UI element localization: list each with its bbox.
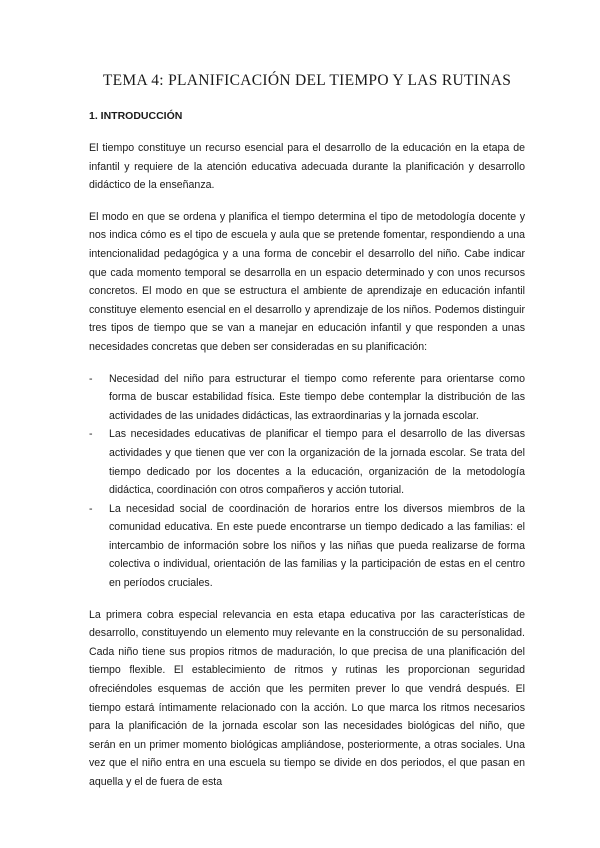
bullet-marker: - [89, 428, 93, 441]
bullet-marker: - [89, 372, 93, 385]
paragraph-intro-1: El tiempo constituye un recurso esencial para el desarrollo de la educación en la etapa de infantil y requiere de la atención educativa adecuada durante la planificación y desarrollo didáctico de la enseñanza. [89, 142, 525, 192]
paragraph-intro-2: El modo en que se ordena y planifica el tiempo determina el tipo de metodología docente y nos indica cómo es el tipo de escuela y aula que se pretende fomentar, respondiendo a una intencionalidad pedagógica y a una forma de concebir el desarrollo del niño. Cabe indicar que cada momento temporal se desarrolla en un espacio determinado y con unos recursos concretos. El modo en que se estructura el ambiente de aprendizaje en educación infantil constituye elemento esencial en el desarrollo y aprendizaje de los niños. Podemos distinguir tres tipos de tiempo que se van a manejar en educación infantil y que responden a unas necesidades concretas que deben ser consideradas en su planificación: [89, 210, 525, 353]
list-item [89, 425, 525, 499]
bullet-marker: - [89, 502, 93, 515]
paragraph-closing: La primera cobra especial relevancia en esta etapa educativa por las características de desarrollo, constituyendo un elemento muy relevante en la construcción de su personalidad. Cada niño tiene sus propios ritmos de maduración, lo que precisa de una planificación del tiempo flexible. El establecimiento de ritmos y rutinas les proporcionan seguridad ofreciéndoles esquemas de acción que les permiten prever lo que vendrá después. El tiempo estará íntimamente relacionado con la acción. Lo que marca los ritmos necesarios para la planificación de la jornada escolar son las necesidades biológicas del niño, que serán en un primer momento biológicas ampliándose, posteriormente, a otras sociales. Una vez que el niño entra en una escuela su tiempo se divide en dos periodos, el que pasan en aquella y el de fuera de esta [89, 608, 525, 788]
list-item [89, 370, 525, 426]
list-item-text: La necesidad social de coordinación de horarios entre los diversos miembros de la comunidad educativa. En este puede encontrarse un tiempo dedicado a las familias: el intercambio de información sobre los niños y las niñas que pueda realizarse de forma colectiva o individual, orientación de las familias y la participación de estas en el centro en períodos cruciales. [109, 502, 525, 590]
document-title: TEMA 4: PLANIFICACIÓN DEL TIEMPO Y LAS RUTINAS [102, 72, 512, 89]
list-item-text: Necesidad del niño para estructurar el tiempo como referente para orientarse como forma de buscar estabilidad física. Este tiempo debe contemplar la distribución de las actividades de las unidades didácticas, las extraordinarias y la jornada escolar. [109, 372, 525, 422]
list-item-text: Las necesidades educativas de planificar el tiempo para el desarrollo de las diversas actividades y que tienen que ver con la organización de la jornada escolar. Se trata del tiempo dedicado por los docentes a la educación, organización de la metodología didáctica, coordinación con otros compañeros y acción tutorial. [109, 428, 525, 497]
time-types-list [89, 370, 525, 593]
list-item [89, 500, 525, 593]
section-heading: 1. INTRODUCCIÓN [89, 110, 183, 122]
